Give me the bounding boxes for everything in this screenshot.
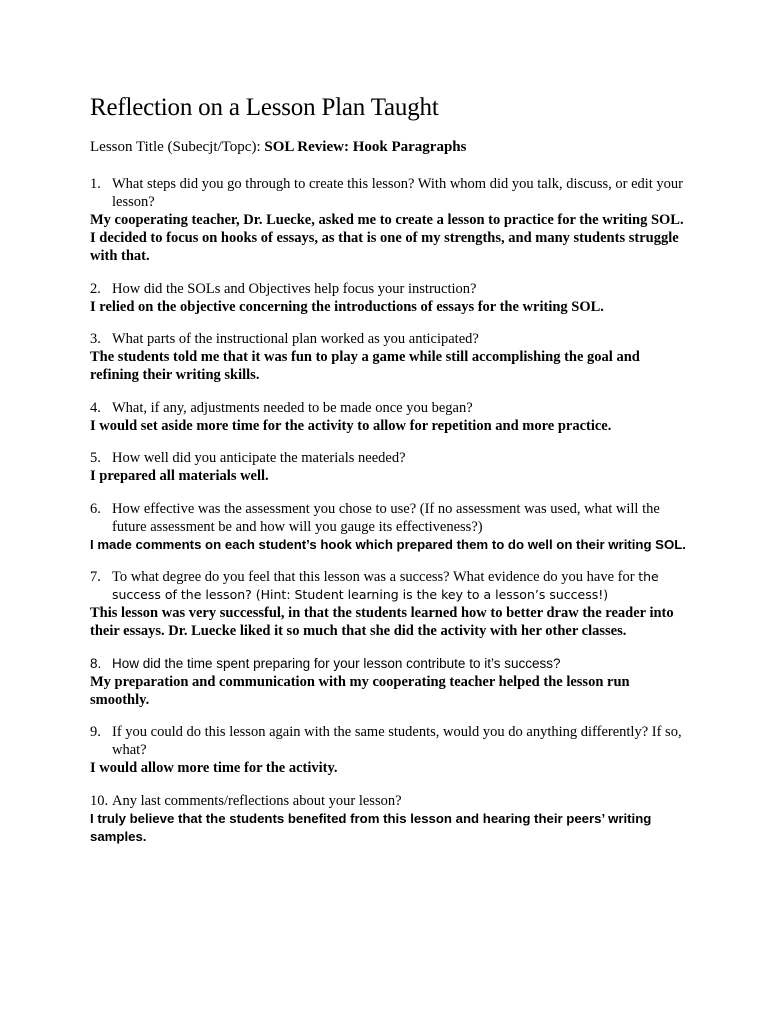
question-number: 8. — [90, 655, 102, 671]
question-number: 9. — [90, 724, 101, 740]
answer-1: My cooperating teacher, Dr. Luecke, asked me to create a lesson to practice for the writing SOL. I decided to focus on hooks of essays, as that is one of my strengths, and many students struggle with that. — [90, 212, 684, 264]
question-number: 5. — [90, 450, 101, 466]
question-text: What steps did you go through to create this lesson? With whom did you talk, discuss, or edit your lesson? — [112, 176, 684, 210]
reflection-item-7 — [90, 568, 690, 640]
question-text-part-2: the success of the lesson? (Hint: Student learning is the key to a lesson’s success!) — [112, 569, 659, 602]
question-number: 7. — [90, 569, 101, 585]
question-text: How did the time spent preparing for your lesson contribute to it’s success? — [112, 655, 561, 671]
question-number: 10. — [90, 792, 109, 809]
page-title: Reflection on a Lesson Plan Taught — [90, 94, 439, 121]
question-text: How did the SOLs and Objectives help focus your instruction? — [112, 280, 477, 297]
question-text: How well did you anticipate the materials needed? — [112, 450, 406, 466]
question-text: What parts of the instructional plan worked as you anticipated? — [112, 331, 479, 347]
question-9 — [90, 723, 690, 759]
lesson-title-value: SOL Review: Hook Paragraphs — [264, 139, 467, 155]
question-1 — [90, 175, 690, 211]
lesson-title-label: Lesson Title (Subecjt/Topc): — [90, 139, 261, 155]
reflection-item-5 — [90, 449, 690, 485]
question-number: 6. — [90, 500, 101, 517]
reflection-item-8 — [90, 655, 690, 709]
reflection-item-9 — [90, 723, 690, 777]
question-text-part-1: To what degree do you feel that this lesson was a success? What evidence do you have for — [112, 569, 635, 585]
question-number: 3. — [90, 331, 101, 347]
question-6 — [90, 500, 690, 536]
question-7 — [90, 568, 690, 604]
question-10 — [90, 792, 690, 810]
answer-10: I truly believe that the students benefited from this lesson and hearing their peers’ writing samples. — [90, 810, 652, 844]
question-8 — [90, 655, 690, 673]
question-3 — [90, 330, 690, 348]
reflection-item-3 — [90, 330, 690, 384]
answer-4: I would set aside more time for the activity to allow for repetition and more practice. — [90, 417, 612, 434]
question-5 — [90, 449, 690, 467]
reflection-item-2 — [90, 280, 690, 316]
answer-3: The students told me that it was fun to play a game while still accomplishing the goal and refining their writing skills. — [90, 349, 640, 383]
question-text: If you could do this lesson again with the same students, would you do anything differently? If so, what? — [112, 724, 682, 758]
answer-5: I prepared all materials well. — [90, 468, 269, 484]
reflection-item-1 — [90, 175, 690, 265]
question-4 — [90, 399, 690, 417]
question-text: Any last comments/reflections about your lesson? — [112, 792, 402, 809]
answer-8: My preparation and communication with my cooperating teacher helped the lesson run smoothly. — [90, 673, 630, 708]
reflection-item-10 — [90, 792, 690, 846]
question-number: 1. — [90, 176, 101, 192]
question-number: 2. — [90, 280, 101, 297]
reflection-item-4 — [90, 399, 690, 435]
answer-7: This lesson was very successful, in that the students learned how to better draw the reader into their essays. Dr. Luecke liked it so much that she did the activity with her other classes. — [90, 605, 674, 639]
document-page — [90, 93, 690, 860]
reflection-item-6 — [90, 500, 690, 554]
answer-9: I would allow more time for the activity. — [90, 760, 338, 776]
question-text: How effective was the assessment you chose to use? (If no assessment was used, what will the future assessment be and how will you gauge its effectiveness?) — [112, 500, 660, 535]
question-number: 4. — [90, 399, 101, 416]
answer-6: I made comments on each student’s hook which prepared them to do well on their writing SOL. — [90, 536, 686, 552]
question-text: What, if any, adjustments needed to be made once you began? — [112, 399, 473, 416]
answer-2: I relied on the objective concerning the introductions of essays for the writing SOL. — [90, 298, 604, 315]
question-2 — [90, 280, 690, 298]
lesson-title-line — [90, 137, 690, 157]
